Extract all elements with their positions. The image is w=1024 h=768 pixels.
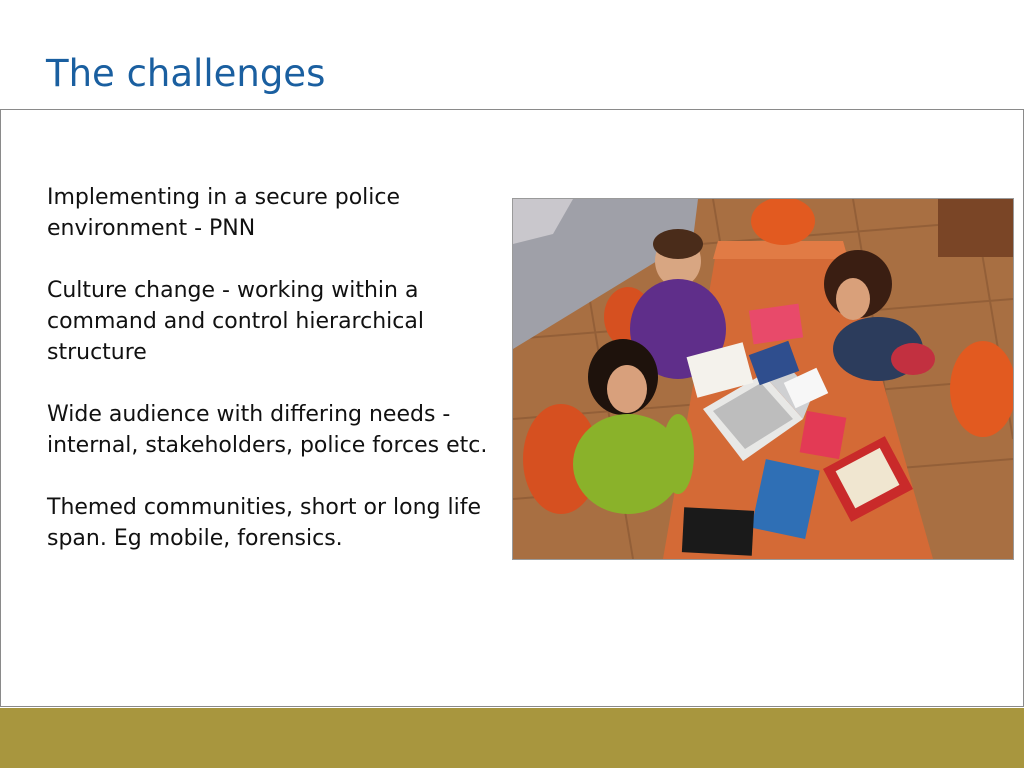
- content-box: [0, 109, 1024, 707]
- bullet-item: Culture change - working within a command and control hierarchical structure: [47, 278, 424, 365]
- students-photo: [512, 198, 1014, 560]
- footer-bar: [0, 708, 1024, 768]
- bullet-list: [47, 182, 507, 585]
- bullet-item: Themed communities, short or long life span. Eg mobile, forensics.: [47, 495, 481, 551]
- bullet-item: Wide audience with differing needs - internal, stakeholders, police forces etc.: [47, 402, 488, 458]
- slide-title: The challenges: [46, 52, 326, 95]
- bullet-item: Implementing in a secure police environment - PNN: [47, 185, 401, 241]
